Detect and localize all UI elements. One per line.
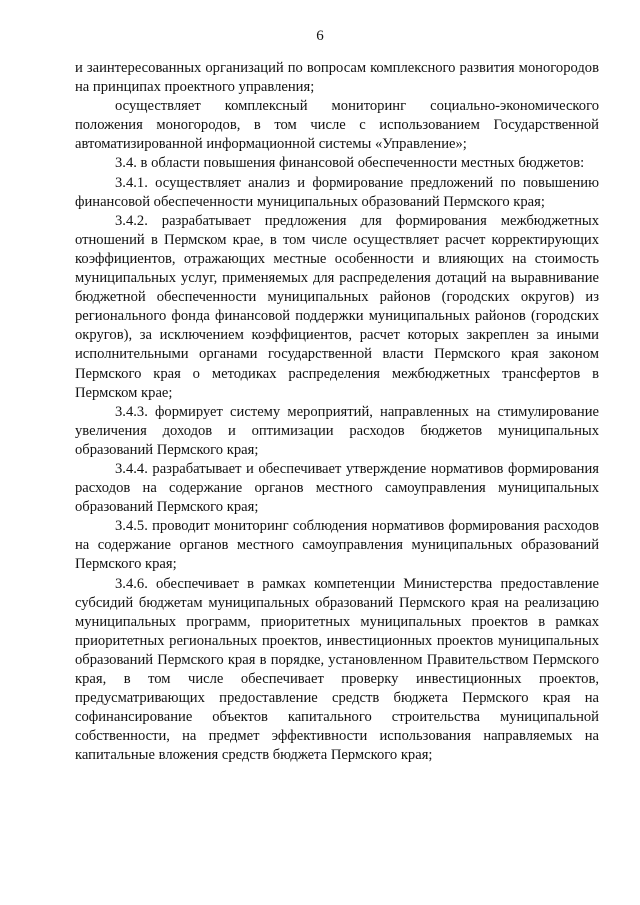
paragraph: 3.4.3. формирует систему мероприятий, направленных на стимулирование увеличения доходов и оптимизации расходов бюджетов муниципальных образований Пермского края; (75, 403, 599, 458)
page-number: 6 (316, 28, 324, 44)
paragraph: 3.4.2. разрабатывает предложения для формирования межбюджетных отношений в Пермском крае, в том числе осуществляет расчет корректирующих коэффициентов, отражающих местные особенности и влияющих на стоимость муниципальных услуг, применяемых для распределения дотаций на выравнивание бюджетной обеспеченности муниципальных районов (городских округов) из регионального фонда финансовой поддержки муниципальных районов (городских округов), за исключением коэффициентов, расчет которых закреплен за иными исполнительными органами государственной власти Пермского края законом Пермского края о методиках распределения межбюджетных трансфертов в Пермском крае; (75, 212, 599, 401)
paragraph: 3.4.6. обеспечивает в рамках компетенции Министерства предоставление субсидий бюджетам муниципальных образований Пермского края на реализацию муниципальных программ, приоритетных муниципальных проектов в рамках приоритетных региональных проектов, инвестиционных проектов муниципальных образований Пермского края в порядке, установленном Правительством Пермского края, в том числе обеспечивает проверку инвестиционных проектов, предусматривающих предоставление средств бюджета Пермского края на софинансирование объектов капитального строительства муниципальной собственности, на предмет эффективности использования направляемых на капитальные вложения средств бюджета Пермского края; (75, 575, 599, 764)
paragraph: 3.4.5. проводит мониторинг соблюдения нормативов формирования расходов на содержание органов местного самоуправления муниципальных образований Пермского края; (75, 518, 599, 573)
paragraph: осуществляет комплексный мониторинг социально-экономического положения моногородов, в том числе с использованием Государственной автоматизированной информационной системы «Управление»; (75, 98, 599, 153)
paragraph: 3.4.4. разрабатывает и обеспечивает утверждение нормативов формирования расходов на содержание органов местного самоуправления муниципальных образований Пермского края; (75, 460, 599, 516)
paragraph: 3.4. в области повышения финансовой обеспеченности местных бюджетов: (115, 155, 585, 172)
paragraph: 3.4.1. осуществляет анализ и формирование предложений по повышению финансовой обеспеченности муниципальных образований Пермского края; (75, 174, 599, 210)
document-body (75, 59, 599, 765)
paragraph: и заинтересованных организаций по вопросам комплексного развития моногородов на принципах проектного управления; (75, 60, 599, 96)
